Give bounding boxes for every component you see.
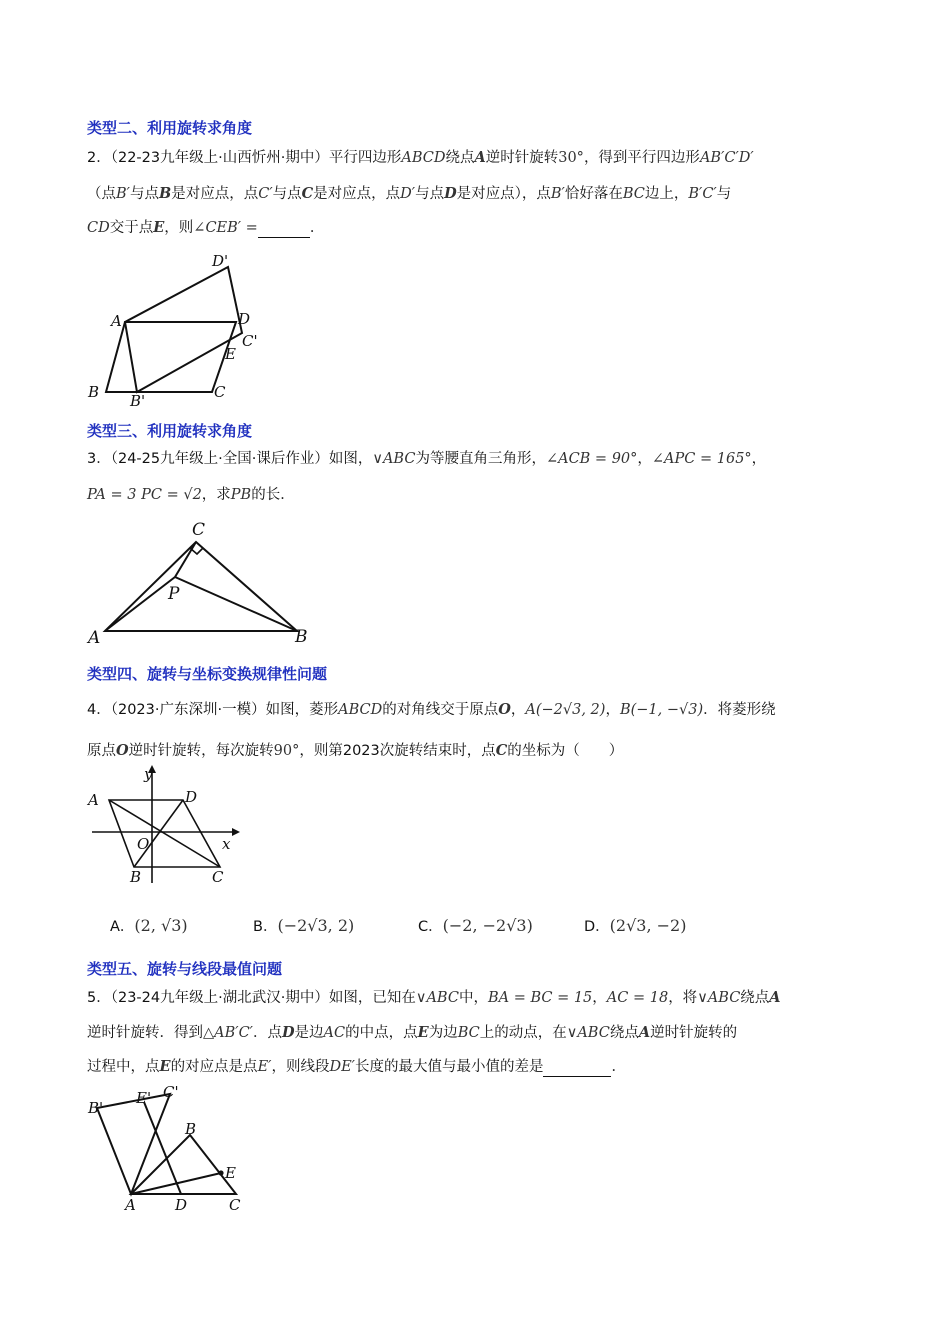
q3-source: （24-25九年级上·全国·课后作业） <box>110 451 329 467</box>
q2-label-E: E <box>225 345 236 363</box>
q4-number: 4． <box>87 702 111 718</box>
q4-label-B: B <box>130 868 142 886</box>
q2-label-A: A <box>111 312 122 330</box>
q4-label-y: y <box>144 765 153 783</box>
q2-line-2: （点B′与点B是对应点，点C′与点C是对应点，点D′与点D是对应点），点B′恰好落在BC边上，B′C′与 <box>87 185 732 202</box>
q3-label-B: B <box>295 627 308 647</box>
q2-label-Dp: D' <box>212 252 229 270</box>
section-heading-5: 类型五、旋转与线段最值问题 <box>87 960 283 978</box>
q2-label-B: B <box>88 383 100 401</box>
q5-label-D: D <box>175 1196 188 1214</box>
q2-number: 2． <box>87 150 111 166</box>
q5-label-E: E <box>225 1164 236 1182</box>
q2-line-1: 2．（22-23九年级上·山西忻州·期中）平行四边形ABCD绕点A逆时针旋转30°，得到平行四边形AB′C′D′ <box>87 149 754 166</box>
q3-figure <box>84 513 324 648</box>
q4-source: （2023·广东深圳·一模） <box>110 702 266 718</box>
q5-label-Cp: C' <box>163 1083 179 1101</box>
q3-label-C: C <box>192 520 206 540</box>
q5-label-Bp: B' <box>88 1099 104 1117</box>
q5-line-2: 逆时针旋转．得到△AB′C′．点D是边AC的中点，点E为边BC上的动点，在∨ABC绕点A逆时针旋转的 <box>87 1024 738 1041</box>
option-d[interactable]: D．(2√3, −2) <box>584 916 687 935</box>
q5-number: 5． <box>87 990 111 1006</box>
q3-label-A: A <box>88 628 101 648</box>
section-heading-2: 类型二、利用旋转求角度 <box>87 119 253 137</box>
q4-label-O: O <box>137 835 150 853</box>
answer-blank[interactable] <box>258 221 310 238</box>
q5-label-C: C <box>229 1196 241 1214</box>
q2-label-Cp: C' <box>242 332 258 350</box>
section-heading-4: 类型四、旋转与坐标变换规律性问题 <box>87 665 328 683</box>
q2-figure <box>82 248 272 408</box>
q4-label-A: A <box>88 791 99 809</box>
q4-line-1: 4．（2023·广东深圳·一模）如图，菱形ABCD的对角线交于原点O，A(−2√3, 2)，B(−1, −√3)．将菱形绕 <box>87 701 776 718</box>
answer-blank[interactable] <box>543 1060 611 1077</box>
q2-line-3: CD交于点E，则∠CEB′ = ． <box>87 219 325 236</box>
q4-label-D: D <box>185 788 198 806</box>
q4-label-C: C <box>212 868 224 886</box>
q2-label-D: D <box>238 310 251 328</box>
option-a[interactable]: A．(2, √3) <box>110 916 188 935</box>
option-c[interactable]: C．(−2, −2√3) <box>418 916 533 935</box>
q2-label-C: C <box>214 383 226 401</box>
q5-line-1: 5．（23-24九年级上·湖北武汉·期中）如图，已知在∨ABC中，BA = BC = 15，AC = 18，将∨ABC绕点A <box>87 989 781 1006</box>
q3-line-1: 3．（24-25九年级上·全国·课后作业）如图，∨ABC为等腰直角三角形，∠ACB = 90°，∠APC = 165°， <box>87 451 767 467</box>
option-b[interactable]: B．(−2√3, 2) <box>253 916 355 935</box>
q3-label-P: P <box>168 584 180 604</box>
q5-label-A: A <box>125 1196 136 1214</box>
q2-label-Bp: B' <box>130 392 146 408</box>
q5-source: （23-24九年级上·湖北武汉·期中） <box>110 990 329 1006</box>
q3-number: 3． <box>87 451 111 467</box>
q5-label-Ep: E' <box>136 1089 152 1107</box>
q4-figure <box>84 765 244 890</box>
q4-line-2: 原点O逆时针旋转，每次旋转90°，则第2023次旋转结束时，点C的坐标为（ ） <box>87 742 624 759</box>
q4-label-x: x <box>222 835 231 853</box>
q2-source: （22-23九年级上·山西忻州·期中） <box>110 150 329 166</box>
q5-line-3: 过程中，点E的对应点是点E′，则线段DE′长度的最大值与最小值的差是 ． <box>87 1058 626 1075</box>
q5-label-B: B <box>185 1120 197 1138</box>
q3-line-2: PA = 3 PC = √2，求PB的长． <box>87 487 295 503</box>
q5-figure <box>84 1083 254 1218</box>
section-heading-3: 类型三、利用旋转求角度 <box>87 422 253 440</box>
